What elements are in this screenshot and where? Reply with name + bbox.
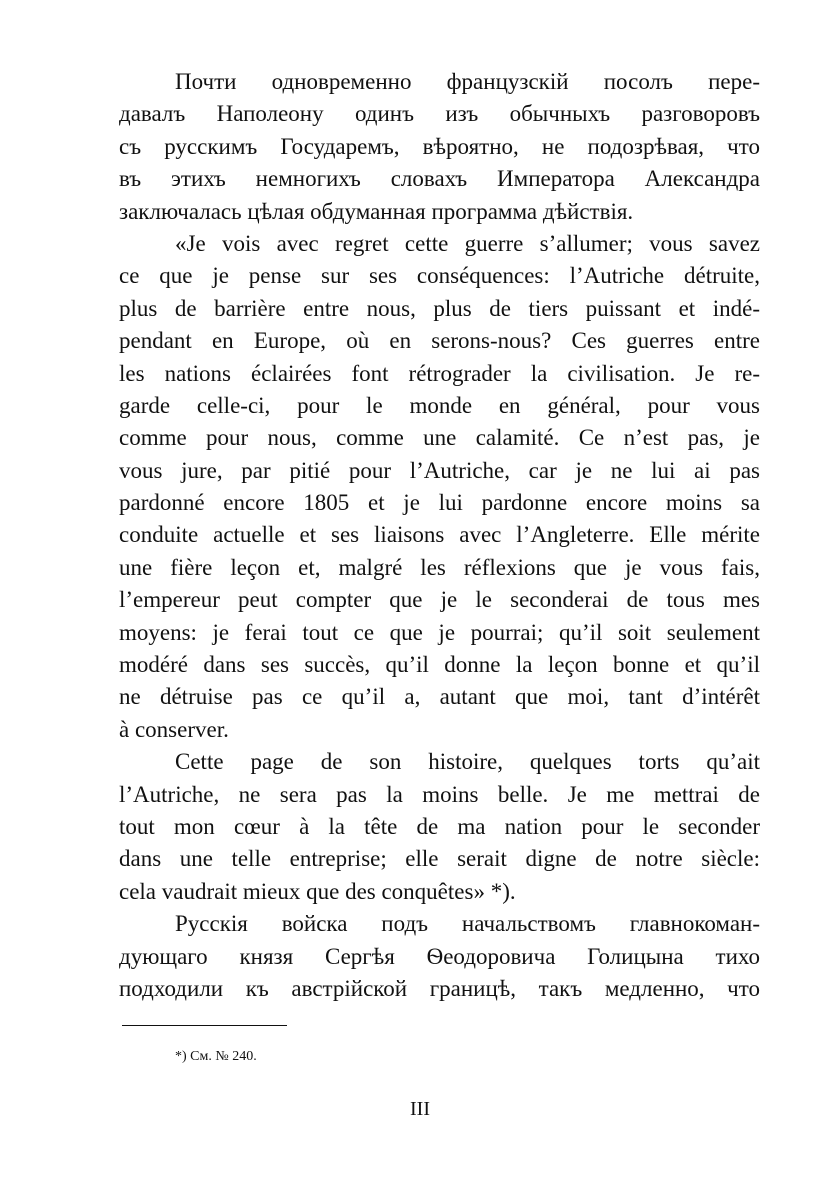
text-line: à conserver.	[119, 716, 229, 742]
paragraph	[119, 908, 760, 1005]
quote-paragraph	[119, 746, 760, 908]
text-line: comme pour nous, comme une calamité. Ce n’est pas, je	[119, 425, 760, 451]
footnote: *) См. № 240.	[175, 1049, 257, 1064]
text-line: дующаго князя Сергѣя Ѳеодоровича Голицына тихо	[119, 943, 760, 969]
text-line: une fière leçon et, malgré les réflexions que je vous fais,	[119, 554, 760, 580]
paragraph	[119, 66, 760, 228]
text-line: Русскія войска подъ начальствомъ главнокоман-	[175, 911, 760, 937]
text-line: les nations éclairées font rétrograder la civilisation. Je re-	[119, 360, 760, 386]
footnote-divider	[122, 1025, 287, 1026]
text-line: cela vaudrait mieux que des conquêtes» *).	[119, 878, 516, 904]
text-line: заключалась цѣлая обдуманная программа дѣйствія.	[119, 198, 634, 224]
text-line: pendant en Europe, où en serons-nous? Ces guerres entre	[119, 328, 760, 354]
text-line: dans une telle entreprise; elle serait digne de notre siècle:	[119, 846, 760, 872]
text-line: pardonné encore 1805 et je lui pardonne encore moins sa	[119, 490, 760, 516]
text-line: l’empereur peut compter que je le seconderai de tous mes	[119, 587, 760, 613]
text-line: Cette page de son histoire, quelques torts qu’ait	[175, 749, 760, 775]
text-line: ne détruise pas ce qu’il a, autant que moi, tant d’intérêt	[119, 684, 760, 710]
text-line: Почти одновременно французскій посолъ пере-	[175, 69, 760, 94]
text-line: давалъ Наполеону одинъ изъ обычныхъ разговоровъ	[119, 101, 760, 127]
text-line: l’Autriche, ne sera pas la moins belle. Je me mettrai de	[119, 781, 760, 807]
quote-paragraph	[119, 228, 760, 746]
text-line: въ этихъ немногихъ словахъ Императора Александра	[119, 166, 760, 192]
text-line: moyens: je ferai tout ce que je pourrai; qu’il soit seulement	[119, 619, 760, 645]
text-line: tout mon cœur à la tête de ma nation pour le seconder	[119, 813, 760, 839]
text-line: съ русскимъ Государемъ, вѣроятно, не подозрѣвая, что	[119, 133, 760, 159]
text-line: conduite actuelle et ses liaisons avec l’Angleterre. Elle mérite	[119, 522, 760, 548]
text-line: «Je vois avec regret cette guerre s’allumer; vous savez	[175, 230, 760, 256]
text-line: plus de barrière entre nous, plus de tiers puissant et indé-	[119, 295, 760, 321]
text-line: ce que je pense sur ses conséquences: l’Autriche détruite,	[119, 263, 760, 289]
text-line: garde celle-ci, pour le monde en général, pour vous	[119, 392, 760, 418]
page-number: III	[410, 1098, 430, 1120]
text-line: подходили къ австрійской границѣ, такъ медленно, что	[119, 975, 760, 1001]
text-line: vous jure, par pitié pour l’Autriche, car je ne lui ai pas	[119, 457, 760, 483]
body-text	[119, 66, 760, 1005]
text-line: modéré dans ses succès, qu’il donne la leçon bonne et qu’il	[119, 652, 760, 678]
